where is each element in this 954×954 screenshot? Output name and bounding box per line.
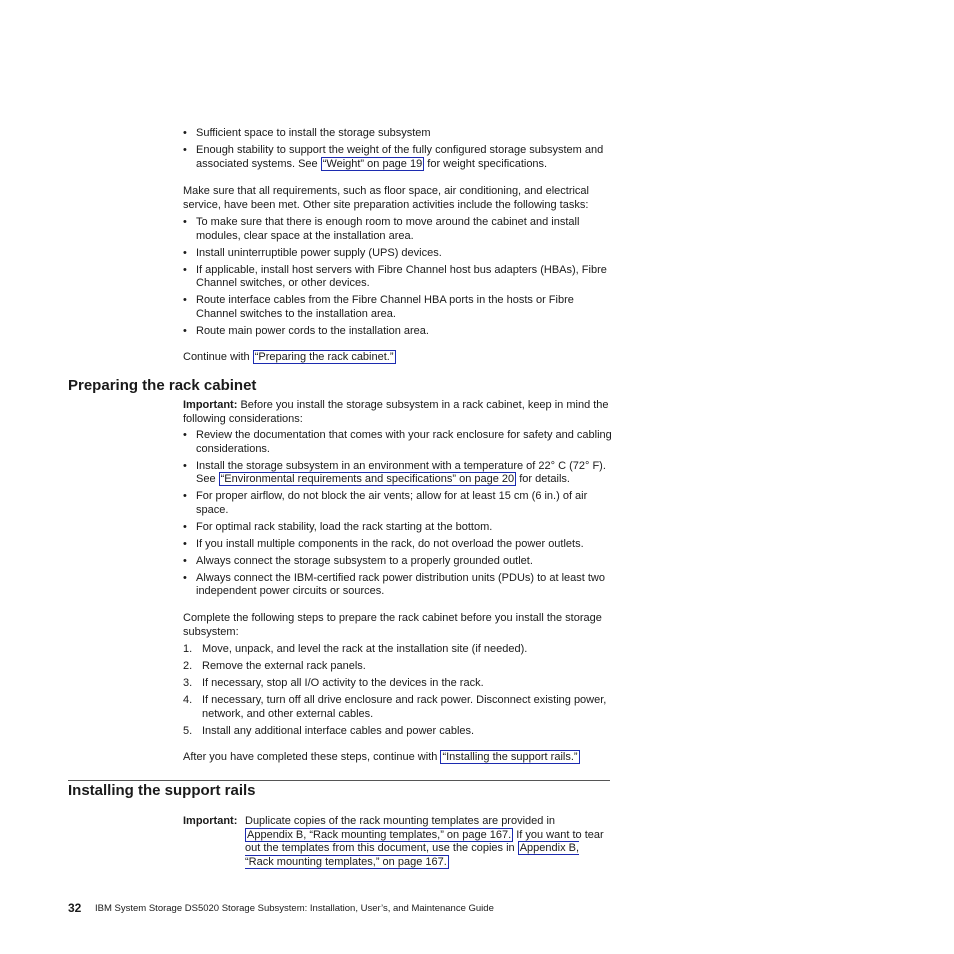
environmental-link[interactable]: “Environmental requirements and specifications” on page 20 [220, 473, 515, 485]
rails-important-text: Duplicate copies of the rack mounting templates are provided in Appendix B, “Rack mounting templates,” on page 167. If you want to tear out the templates from this document, use the copies in Appendix B, “Rack mounting templates,” on page 167. [245, 815, 604, 868]
list-item: • If you install multiple components in the rack, do not overload the power outlets. [183, 538, 613, 552]
rails-important-label: Important: [183, 815, 238, 827]
important-label: Important: [183, 399, 238, 411]
list-item: • Route main power cords to the installation area. [183, 325, 611, 339]
after-steps-paragraph: After you have completed these steps, continue with “Installing the support rails.” [183, 751, 578, 763]
step-item: 4. If necessary, turn off all drive enclosure and rack power. Disconnect existing power, network, and other external cables. [183, 694, 607, 720]
step-item: 2. Remove the external rack panels. [183, 660, 366, 672]
footer-title: IBM System Storage DS5020 Storage Subsystem: Installation, User’s, and Maintenance Guide [95, 903, 494, 914]
list-item: • Always connect the IBM-certified rack power distribution units (PDUs) to at least two independent power circuits or sources. [183, 572, 613, 599]
list-item: • Install uninterruptible power supply (UPS) devices. [183, 247, 611, 261]
list-item: • Always connect the storage subsystem to a properly grounded outlet. [183, 555, 613, 569]
site-prep-intro: Make sure that all requirements, such as floor space, air conditioning, and electrical service, have been met. Other site preparation activities include the following tasks: [183, 185, 589, 211]
appendix-b-link[interactable]: Appendix B, “Rack mounting templates,” on page 167. [247, 828, 512, 841]
preparing-rack-link[interactable]: “Preparing the rack cabinet.” [254, 351, 394, 363]
list-item: • Review the documentation that comes with your rack enclosure for safety and cabling considerations. [183, 429, 613, 456]
step-item: 5. Install any additional interface cables and power cables. [183, 724, 475, 737]
page-number: 32 [68, 901, 82, 915]
continue-paragraph: Continue with “Preparing the rack cabinet.” [183, 351, 394, 363]
requirements-list [183, 127, 613, 175]
appendix-b-link-2[interactable]: Appendix B, “Rack mounting templates,” on page 167. [245, 842, 580, 868]
list-item: • To make sure that there is enough room to move around the cabinet and install modules, clear space at the installation area. [183, 216, 611, 243]
list-item: • Enough stability to support the weight of the fully configured storage subsystem and associated systems. See “Weight” on page 19 for weight specifications. [183, 144, 613, 171]
list-item: • Sufficient space to install the storage subsystem [183, 127, 613, 141]
list-item: • If applicable, install host servers with Fibre Channel host bus adapters (HBAs), Fibre Channel switches, or other devices. [183, 264, 611, 291]
step-item: 3. If necessary, stop all I/O activity to the devices in the rack. [183, 677, 484, 689]
rack-important: Important: Before you install the storage subsystem in a rack cabinet, keep in mind the following considerations: [183, 399, 609, 425]
section-heading-rack: Preparing the rack cabinet [68, 377, 257, 394]
list-item: • Install the storage subsystem in an environment with a temperature of 22° C (72° F). See “Environmental requirements and specifications” on page 20 for details. [183, 460, 613, 487]
site-prep-list [183, 216, 611, 342]
list-item: • For optimal rack stability, load the rack starting at the bottom. [183, 521, 613, 535]
list-item: • For proper airflow, do not block the air vents; allow for at least 15 cm (6 in.) of air space. [183, 490, 613, 517]
steps-intro: Complete the following steps to prepare the rack cabinet before you install the storage subsystem: [183, 612, 602, 638]
list-item: • Route interface cables from the Fibre Channel HBA ports in the hosts or Fibre Channel switches to the installation area. [183, 294, 611, 321]
weight-link[interactable]: “Weight” on page 19 [322, 157, 423, 170]
rack-steps-list [183, 643, 611, 742]
section-heading-rails: Installing the support rails [68, 782, 256, 799]
step-item: 1. Move, unpack, and level the rack at the installation site (if needed). [183, 643, 528, 655]
section-divider [68, 780, 610, 781]
installing-rails-link[interactable]: “Installing the support rails.” [442, 751, 578, 763]
rack-considerations-list [183, 429, 613, 602]
